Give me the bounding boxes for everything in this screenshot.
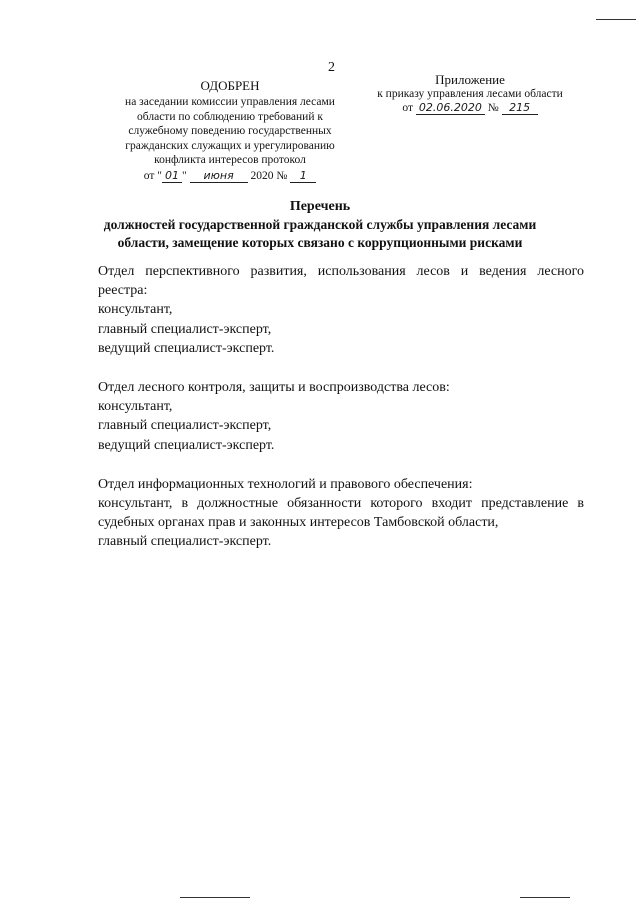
- title-subtitle-line: области, замещение которых связано с коррупционными рисками: [117, 235, 523, 250]
- position-item: ведущий специалист-эксперт.: [98, 340, 275, 356]
- approved-line: области по соблюдению требований к: [137, 110, 323, 123]
- handwritten-order-number: 215: [502, 102, 538, 115]
- page-number: 2: [328, 60, 335, 75]
- department-section: [98, 378, 584, 455]
- position-item: главный специалист-эксперт,: [98, 418, 272, 434]
- department-heading: Отдел лесного контроля, защиты и воспроизводства лесов:: [98, 380, 450, 396]
- appendix-block: [360, 72, 580, 115]
- approved-line: гражданских служащих и урегулированию: [125, 139, 335, 152]
- department-heading: Отдел перспективного развития, использования лесов и ведения лесного: [98, 264, 584, 279]
- scan-edge-mark: [520, 897, 570, 898]
- handwritten-order-date: 02.06.2020: [416, 102, 485, 115]
- document-title: [60, 198, 580, 252]
- approved-line: служебному поведению государственных: [128, 125, 332, 138]
- position-item: главный специалист-эксперт,: [98, 321, 272, 337]
- position-item: судебных органах прав и законных интересов Тамбовской области,: [98, 515, 499, 531]
- position-item: консультант,: [98, 302, 173, 318]
- approved-header: ОДОБРЕН: [200, 78, 260, 93]
- department-heading: Отдел информационных технологий и правового обеспечения:: [98, 476, 473, 492]
- scan-edge-mark: [596, 19, 636, 20]
- department-heading: реестра:: [98, 283, 148, 299]
- approved-line: конфликта интересов протокол: [154, 154, 306, 167]
- handwritten-protocol-number: 1: [290, 170, 316, 183]
- handwritten-month: июня: [190, 170, 248, 183]
- title-main: Перечень: [289, 199, 351, 214]
- position-item: ведущий специалист-эксперт.: [98, 437, 275, 453]
- appendix-date-line: от 02.06.2020 № 215: [360, 101, 580, 115]
- department-section: [98, 262, 584, 358]
- position-item: главный специалист-эксперт.: [98, 534, 272, 550]
- title-subtitle-line: должностей государственной гражданской службы управления лесами: [103, 217, 537, 232]
- appendix-header: Приложение: [435, 72, 505, 87]
- appendix-line: к приказу управления лесами области: [377, 88, 563, 100]
- approved-line: на заседании комиссии управления лесами: [125, 96, 335, 108]
- approved-date-line: от " 01 " июня 2020 № 1: [100, 169, 360, 184]
- position-item: консультант,: [98, 399, 173, 415]
- scan-edge-mark: [180, 897, 250, 898]
- handwritten-day: 01: [162, 170, 182, 183]
- department-section: [98, 475, 584, 552]
- approval-stamp-block: [100, 78, 360, 184]
- positions-list: [98, 262, 584, 572]
- position-item: консультант, в должностные обязанности которого входит представление в: [98, 496, 584, 512]
